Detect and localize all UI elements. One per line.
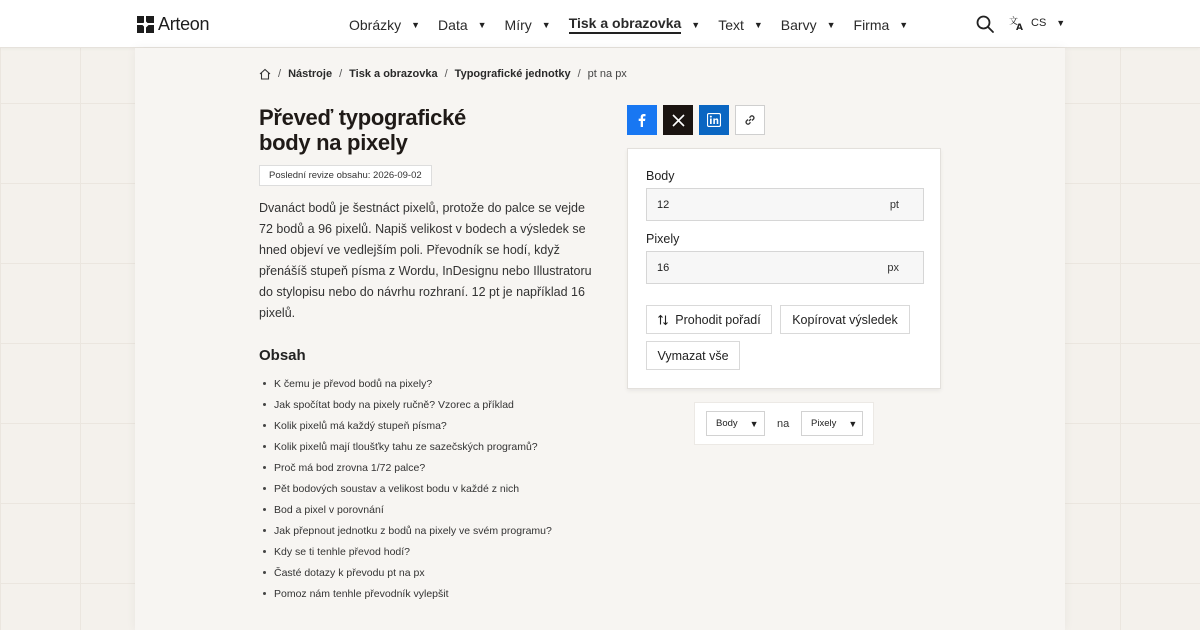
toc-item[interactable]: Pomoz nám tenhle převodník vylepšit [259, 583, 619, 604]
nav-item-text[interactable] [718, 15, 763, 34]
to-unit-select-value: Pixely [811, 418, 837, 429]
toc-item[interactable]: Kolik pixelů má každý stupeň písma? [259, 415, 619, 436]
linkedin-icon [707, 113, 721, 127]
toc-item[interactable]: K čemu je převod bodů na pixely? [259, 373, 619, 394]
points-input[interactable] [657, 199, 857, 211]
home-icon[interactable] [259, 68, 271, 80]
toc-item[interactable]: Bod a pixel v porovnání [259, 499, 619, 520]
breadcrumb-separator: / [577, 68, 581, 80]
from-unit: pt [889, 198, 899, 211]
revision-badge: Poslední revize obsahu: 2026-09-02 [259, 165, 432, 186]
table-of-contents [259, 373, 619, 604]
breadcrumb-item[interactable]: Typografické jednotky [454, 68, 571, 80]
link-icon [743, 113, 757, 127]
unit-selector [694, 402, 874, 445]
nav-item-obrazky[interactable] [349, 15, 420, 34]
nav-item-barvy[interactable] [781, 15, 836, 34]
from-unit-select-value: Body [716, 418, 738, 429]
caret-down-icon: ▼ [477, 19, 487, 30]
caret-down-icon: ▼ [899, 19, 909, 30]
breadcrumb-separator: / [339, 68, 343, 80]
nav-label: Firma [853, 16, 890, 33]
copy-result-button[interactable]: Kopírovat výsledek [780, 305, 910, 334]
nav-item-firma[interactable] [854, 15, 909, 34]
logo-text: Arteon [158, 13, 210, 34]
logo-mark-icon [137, 16, 154, 33]
to-label: Pixely [646, 232, 680, 246]
caret-down-icon: ▼ [691, 19, 701, 30]
caret-down-icon: ▼ [753, 19, 763, 30]
from-field[interactable] [646, 188, 924, 221]
converter-panel [627, 148, 941, 389]
to-unit-select[interactable] [801, 411, 863, 436]
x-icon [672, 114, 685, 127]
share-linkedin-button[interactable] [699, 105, 729, 135]
to-unit: px [887, 261, 899, 274]
pixels-input[interactable] [657, 262, 857, 274]
toc-title: Obsah [259, 347, 306, 364]
nav-label: Obrázky [349, 16, 402, 33]
swap-button-label: Prohodit pořadí [675, 312, 761, 327]
toc-item[interactable]: Kdy se ti tenhle převod hodí? [259, 541, 619, 562]
caret-down-icon: ▼ [826, 19, 836, 30]
page-title-line: body na pixely [259, 130, 408, 155]
caret-down-icon: ▼ [749, 418, 759, 429]
breadcrumb-separator: / [444, 68, 448, 80]
nav-label: Text [718, 16, 744, 33]
nav-label: Míry [504, 16, 532, 33]
svg-text:文: 文 [1009, 17, 1019, 27]
toc-item[interactable]: Jak spočítat body na pixely ručně? Vzorec a příklad [259, 394, 619, 415]
swap-arrows-icon [657, 314, 669, 326]
breadcrumb-item[interactable]: Nástroje [288, 68, 333, 80]
site-header [0, 0, 1200, 48]
nav-label: Data [438, 16, 468, 33]
nav-item-data[interactable] [438, 15, 487, 34]
copy-link-button[interactable] [735, 105, 765, 135]
from-label: Body [646, 169, 675, 183]
language-switcher[interactable] [1009, 15, 1065, 31]
breadcrumb [259, 68, 627, 80]
facebook-icon [635, 113, 649, 127]
breadcrumb-current: pt na px [587, 68, 627, 80]
nav-label: Tisk a obrazovka [569, 15, 682, 34]
share-x-button[interactable] [663, 105, 693, 135]
nav-label: Barvy [780, 16, 817, 33]
from-unit-select[interactable] [706, 411, 765, 436]
toc-item[interactable]: Pět bodových soustav a velikost bodu v každé z nich [259, 478, 619, 499]
caret-down-icon: ▼ [1056, 18, 1066, 28]
svg-text:A: A [1016, 23, 1023, 31]
caret-down-icon: ▼ [848, 418, 858, 429]
unit-joiner: na [777, 418, 790, 430]
caret-down-icon: ▼ [411, 19, 421, 30]
page-title-line: Převeď typografické [259, 105, 466, 130]
clear-all-button[interactable]: Vymazat vše [646, 341, 740, 370]
search-icon[interactable] [975, 14, 995, 34]
translate-icon [1009, 15, 1025, 31]
nav-item-miry[interactable] [505, 15, 551, 34]
page-title [259, 105, 579, 155]
logo[interactable] [137, 14, 209, 34]
share-facebook-button[interactable] [627, 105, 657, 135]
breadcrumb-separator: / [278, 68, 282, 80]
swap-button[interactable] [646, 305, 772, 334]
toc-item[interactable]: Časté dotazy k převodu pt na px [259, 562, 619, 583]
main-content [135, 48, 1065, 630]
caret-down-icon: ▼ [541, 19, 551, 30]
nav-item-tisk-a-obrazovka[interactable] [569, 15, 701, 34]
toc-item[interactable]: Proč má bod zrovna 1/72 palce? [259, 457, 619, 478]
breadcrumb-item[interactable]: Tisk a obrazovka [349, 68, 438, 80]
language-code: CS [1031, 17, 1047, 29]
to-field[interactable] [646, 251, 924, 284]
intro-paragraph: Dvanáct bodů je šestnáct pixelů, protože do palce se vejde 72 bodů a 96 pixelů. Napiš velikost v bodech a výsledek se hned objeví ve vedlejším poli. Převodník se hodí, když přenášíš stupeň písma z Wordu, InDesignu nebo Illustratoru do stylopisu nebo do návrhu rozhraní. 12 pt je například 16 pixelů. [259, 201, 592, 320]
toc-item[interactable]: Kolik pixelů mají tloušťky tahu ze sazečských programů? [259, 436, 619, 457]
main-nav [349, 15, 926, 34]
toc-item[interactable]: Jak přepnout jednotku z bodů na pixely ve svém programu? [259, 520, 619, 541]
share-buttons [627, 105, 765, 135]
